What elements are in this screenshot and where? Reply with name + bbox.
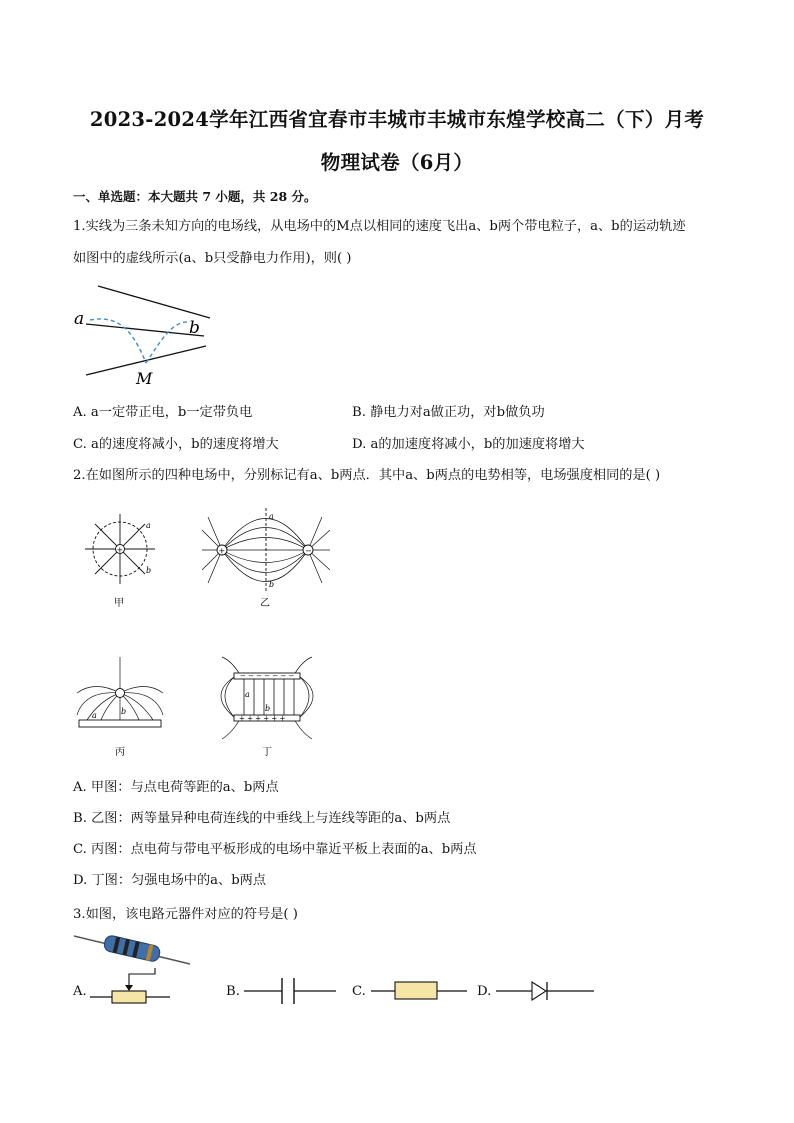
q3-option-b-letter[interactable]: B. bbox=[226, 984, 240, 999]
svg-text:+: + bbox=[218, 546, 226, 556]
q1-option-a[interactable]: A. a一定带正电，b一定带负电 bbox=[73, 405, 253, 420]
q2-figure-ding bbox=[212, 655, 322, 763]
yi-point-b: b bbox=[269, 580, 275, 589]
field-line-middle bbox=[86, 324, 204, 336]
q2-option-c[interactable]: C. 丙图：点电荷与带电平板形成的电场中靠近平板上表面的a、b两点 bbox=[73, 842, 477, 857]
q1-option-d[interactable]: D. a的加速度将减小，b的加速度将增大 bbox=[352, 437, 585, 452]
q3-option-a-rheostat-symbol[interactable] bbox=[90, 966, 170, 1006]
caption-ding: 丁 bbox=[262, 747, 272, 758]
jia-point-a: a bbox=[146, 521, 151, 530]
q3-stem: 3.如图，该电路元器件对应的符号是( ) bbox=[73, 907, 298, 922]
q2-option-a[interactable]: A. 甲图：与点电荷等距的a、b两点 bbox=[73, 780, 279, 795]
q3-resistor-photo bbox=[72, 928, 194, 970]
caption-bing: 丙 bbox=[115, 747, 125, 758]
caption-jia: 甲 bbox=[114, 598, 124, 609]
svg-text:− − − − − − −: − − − − − − − bbox=[240, 672, 295, 680]
bing-point-a: a bbox=[92, 711, 97, 720]
bing-point-b: b bbox=[121, 707, 127, 716]
svg-text:+ + + + + +: + + + + + + bbox=[239, 714, 286, 723]
paper-title-line1: 2023-2024学年江西省宜春市丰城市丰城市东煌学校高二（下）月考 bbox=[89, 108, 705, 131]
jia-point-b: b bbox=[146, 566, 152, 575]
ding-point-a: a bbox=[245, 690, 250, 699]
q3-option-d-diode-symbol[interactable] bbox=[496, 978, 594, 1004]
q3-option-c-resistor-symbol[interactable] bbox=[371, 978, 467, 1004]
q1-stem-line1: 1.实线为三条未知方向的电场线，从电场中的M点以相同的速度飞出a、b两个带电粒子，a、b的运动轨迹 bbox=[73, 219, 686, 234]
q3-option-a-letter[interactable]: A. bbox=[73, 984, 87, 999]
q1-stem-line2: 如图中的虚线所示(a、b只受静电力作用)，则( ) bbox=[73, 251, 352, 266]
q1-figure bbox=[72, 280, 222, 390]
paper-title-line2: 物理试卷（6月） bbox=[320, 151, 474, 174]
trajectory-b bbox=[146, 322, 190, 363]
q3-option-c-letter[interactable]: C. bbox=[352, 984, 366, 999]
q1-option-b[interactable]: B. 静电力对a做正功，对b做负功 bbox=[352, 405, 545, 420]
q3-option-d-letter[interactable]: D. bbox=[477, 984, 492, 999]
label-M: M bbox=[136, 369, 153, 388]
q2-figure-jia bbox=[83, 508, 158, 613]
caption-yi: 乙 bbox=[260, 598, 270, 609]
yi-point-a: a bbox=[269, 512, 274, 521]
field-line-top bbox=[98, 286, 210, 318]
svg-text:−: − bbox=[305, 546, 312, 556]
q2-stem: 2.在如图所示的四种电场中，分别标记有a、b两点．其中a、b两点的电势相等，电场强度相同的是( ) bbox=[73, 468, 661, 483]
ding-point-b: b bbox=[265, 704, 271, 713]
label-b: b bbox=[189, 318, 200, 338]
q2-figure-yi bbox=[200, 505, 333, 613]
q2-option-d[interactable]: D. 丁图：匀强电场中的a、b两点 bbox=[73, 873, 267, 888]
q1-option-c[interactable]: C. a的速度将减小，b的速度将增大 bbox=[73, 437, 279, 452]
svg-text:+: + bbox=[116, 545, 124, 555]
section-heading: 一、单选题：本大题共 7 小题，共 28 分。 bbox=[73, 189, 317, 204]
label-a: a bbox=[74, 309, 85, 329]
q2-figure-bing bbox=[75, 655, 165, 763]
q2-option-b[interactable]: B. 乙图：两等量异种电荷连线的中垂线上与连线等距的a、b两点 bbox=[73, 811, 451, 826]
q3-option-b-capacitor-symbol[interactable] bbox=[244, 976, 336, 1006]
